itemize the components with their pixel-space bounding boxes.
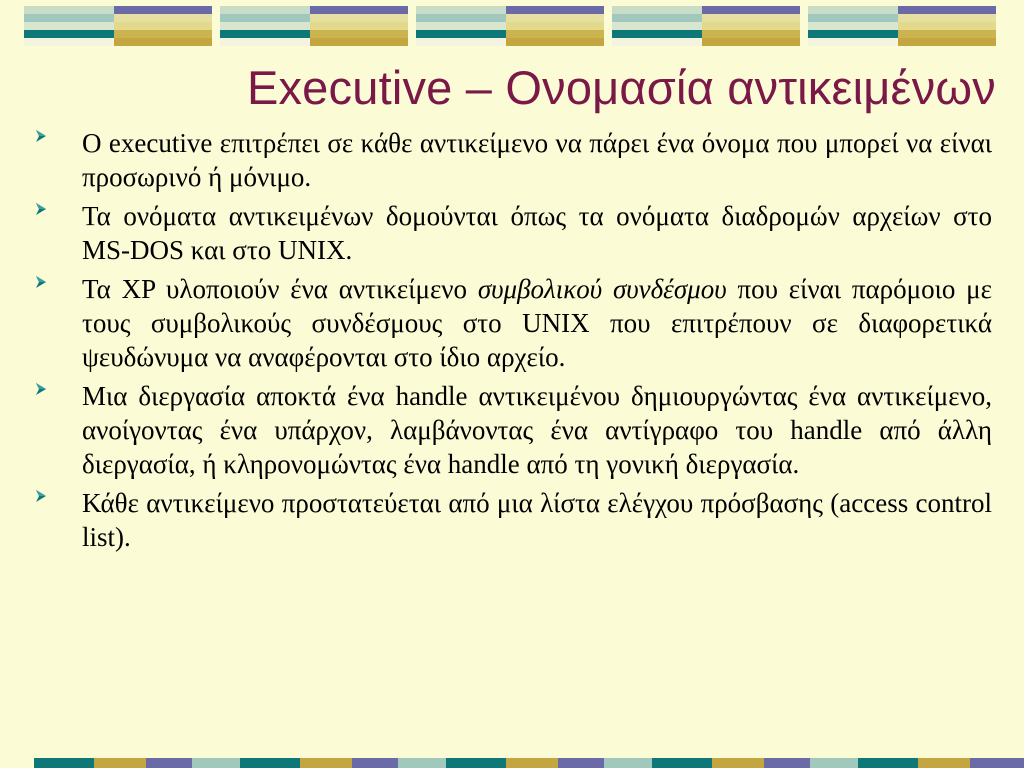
decor-tile <box>612 6 800 46</box>
decor-tile <box>220 6 408 46</box>
decor-tile <box>808 6 996 46</box>
arrow-bullet-icon <box>34 381 48 397</box>
bullet-item <box>34 272 992 374</box>
arrow-bullet-icon <box>34 201 48 217</box>
arrow-bullet-icon <box>34 128 48 144</box>
bottom-decorative-bar <box>0 758 1024 768</box>
bullet-item <box>34 199 992 267</box>
decor-tile <box>416 6 604 46</box>
bullet-text-emphasis: συμβολικού συνδέσμου <box>477 274 727 304</box>
bullet-text-post: που είναι παρόμοιο με τους συμβολικούς συνδέσμους στο UNIX που επιτρέπουν σε διαφορετικά ψευδώνυμα να αναφέρονται στο ίδιο αρχείο. <box>82 274 992 372</box>
decor-tile <box>24 6 212 46</box>
bullet-text: Κάθε αντικείμενο προστατεύεται από μια λίστα ελέγχου πρόσβασης (access control list). <box>82 488 992 552</box>
arrow-bullet-icon <box>34 488 48 504</box>
bullet-list <box>34 126 992 559</box>
bullet-item <box>34 486 992 554</box>
bullet-text-pre: Τα XP υλοποιούν ένα αντικείμενο <box>82 274 478 304</box>
bullet-item <box>34 126 992 194</box>
arrow-bullet-icon <box>34 274 48 290</box>
slide-title: Executive – Ονομασία αντικειμένων <box>246 61 996 114</box>
bullet-text: Τα ονόματα αντικειμένων δομούνται όπως τα ονόματα διαδρομών αρχείων στο MS-DOS και στο UNIX. <box>82 201 992 265</box>
bullet-text: Ο executive επιτρέπει σε κάθε αντικείμενο να πάρει ένα όνομα που μπορεί να είναι προσωρινό ή μόνιμο. <box>82 128 992 192</box>
top-decorative-bar <box>24 6 1000 46</box>
bullet-item <box>34 379 992 481</box>
bullet-text: Μια διεργασία αποκτά ένα handle αντικειμένου δημιουργώντας ένα αντικείμενο, ανοίγοντας ένα υπάρχον, λαμβάνοντας ένα αντίγραφο του handle από άλλη διεργασία, ή κληρονομώντας ένα handle από τη γονική διεργασία. <box>82 381 992 479</box>
